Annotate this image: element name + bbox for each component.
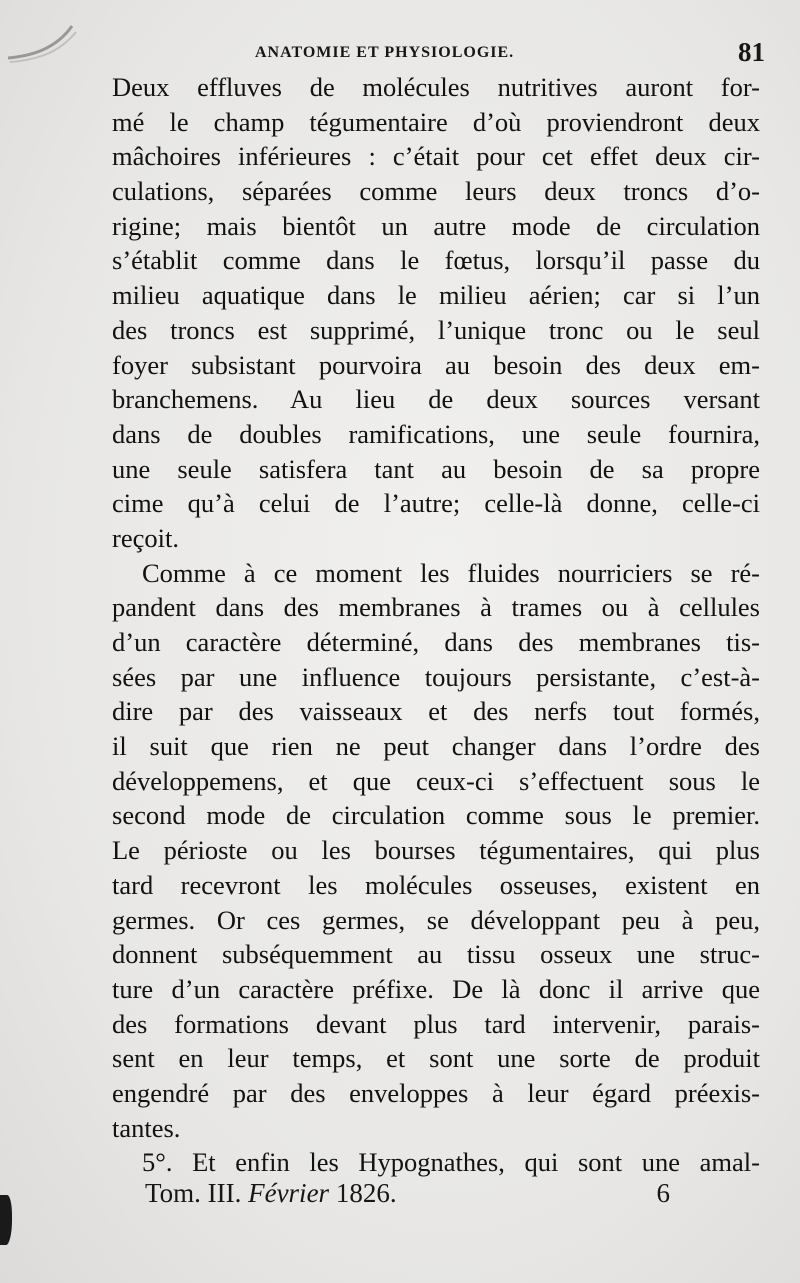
page-edge-stain xyxy=(0,1195,12,1245)
text-line: culations, séparées comme leurs deux troncs d’o- xyxy=(112,176,760,207)
signature-mark xyxy=(145,1175,397,1211)
page-number: 81 xyxy=(738,37,765,67)
text-line: des troncs est supprimé, l’unique tronc ou le seul xyxy=(112,314,760,345)
text-line: foyer subsistant pourvoira au besoin des deux em- xyxy=(112,349,760,380)
text-line: cime qu’à celui de l’autre; celle-là donne, celle-ci xyxy=(112,488,760,519)
text-line: germes. Or ces germes, se développant peu à peu, xyxy=(112,904,760,935)
text-line: ture d’un caractère préfixe. De là donc il arrive que xyxy=(112,973,760,1004)
text-line: Deux effluves de molécules nutritives auront for- xyxy=(112,72,760,102)
text-line: tard recevront les molécules osseuses, existent en xyxy=(112,869,760,900)
body-text xyxy=(112,70,760,1180)
page-header xyxy=(255,38,775,68)
text-line: tantes. xyxy=(112,1112,181,1143)
text-line: dire par des vaisseaux et des nerfs tout formés, xyxy=(112,696,760,727)
text-line: s’établit comme dans le fœtus, lorsqu’il passe du xyxy=(112,245,760,276)
volume-label: Tom. III. xyxy=(145,1178,242,1208)
text-line: pandent dans des membranes à trames ou à cellules xyxy=(112,592,760,623)
text-line: 5°. Et enfin les Hypognathes, qui sont une amal- xyxy=(142,1147,760,1178)
text-line: mâchoires inférieures : c’était pour cet effet deux cir- xyxy=(112,141,760,172)
year-label: 1826. xyxy=(335,1178,397,1208)
text-line: rigine; mais bientôt un autre mode de circulation xyxy=(112,210,760,241)
text-line: développemens, et que ceux-ci s’effectuent sous le xyxy=(112,765,760,796)
sheet-number: 6 xyxy=(656,1178,670,1208)
page-edge-mark xyxy=(0,20,80,70)
text-line: reçoit. xyxy=(112,522,179,553)
text-line: des formations devant plus tard intervenir, parais- xyxy=(112,1008,760,1039)
running-title: ANATOMIE ET PHYSIOLOGIE. xyxy=(255,44,515,61)
text-line: Le périoste ou les bourses tégumentaires, qui plus xyxy=(112,835,760,866)
text-line: il suit que rien ne peut changer dans l’ordre des xyxy=(112,731,760,762)
text-line: branchemens. Au lieu de deux sources versant xyxy=(112,384,760,415)
text-line: donnent subséquemment au tissu osseux une struc- xyxy=(112,939,760,970)
text-line: mé le champ tégumentaire d’où proviendront deux xyxy=(112,106,760,137)
text-line: Comme à ce moment les fluides nourriciers se ré- xyxy=(142,557,760,588)
text-line: milieu aquatique dans le milieu aérien; car si l’un xyxy=(112,280,760,311)
text-line: d’un caractère déterminé, dans des membranes tis- xyxy=(112,627,760,657)
month-label: Février xyxy=(248,1178,330,1208)
text-line: une seule satisfera tant au besoin de sa propre xyxy=(112,453,760,484)
text-line: engendré par des enveloppes à leur égard préexis- xyxy=(112,1077,760,1108)
page-footer xyxy=(145,1175,680,1211)
text-line: dans de doubles ramifications, une seule fournira, xyxy=(112,418,760,449)
text-line: second mode de circulation comme sous le premier. xyxy=(112,800,760,831)
text-line: sées par une influence toujours persistante, c’est-à- xyxy=(112,661,760,692)
text-line: sent en leur temps, et sont une sorte de produit xyxy=(112,1043,760,1074)
